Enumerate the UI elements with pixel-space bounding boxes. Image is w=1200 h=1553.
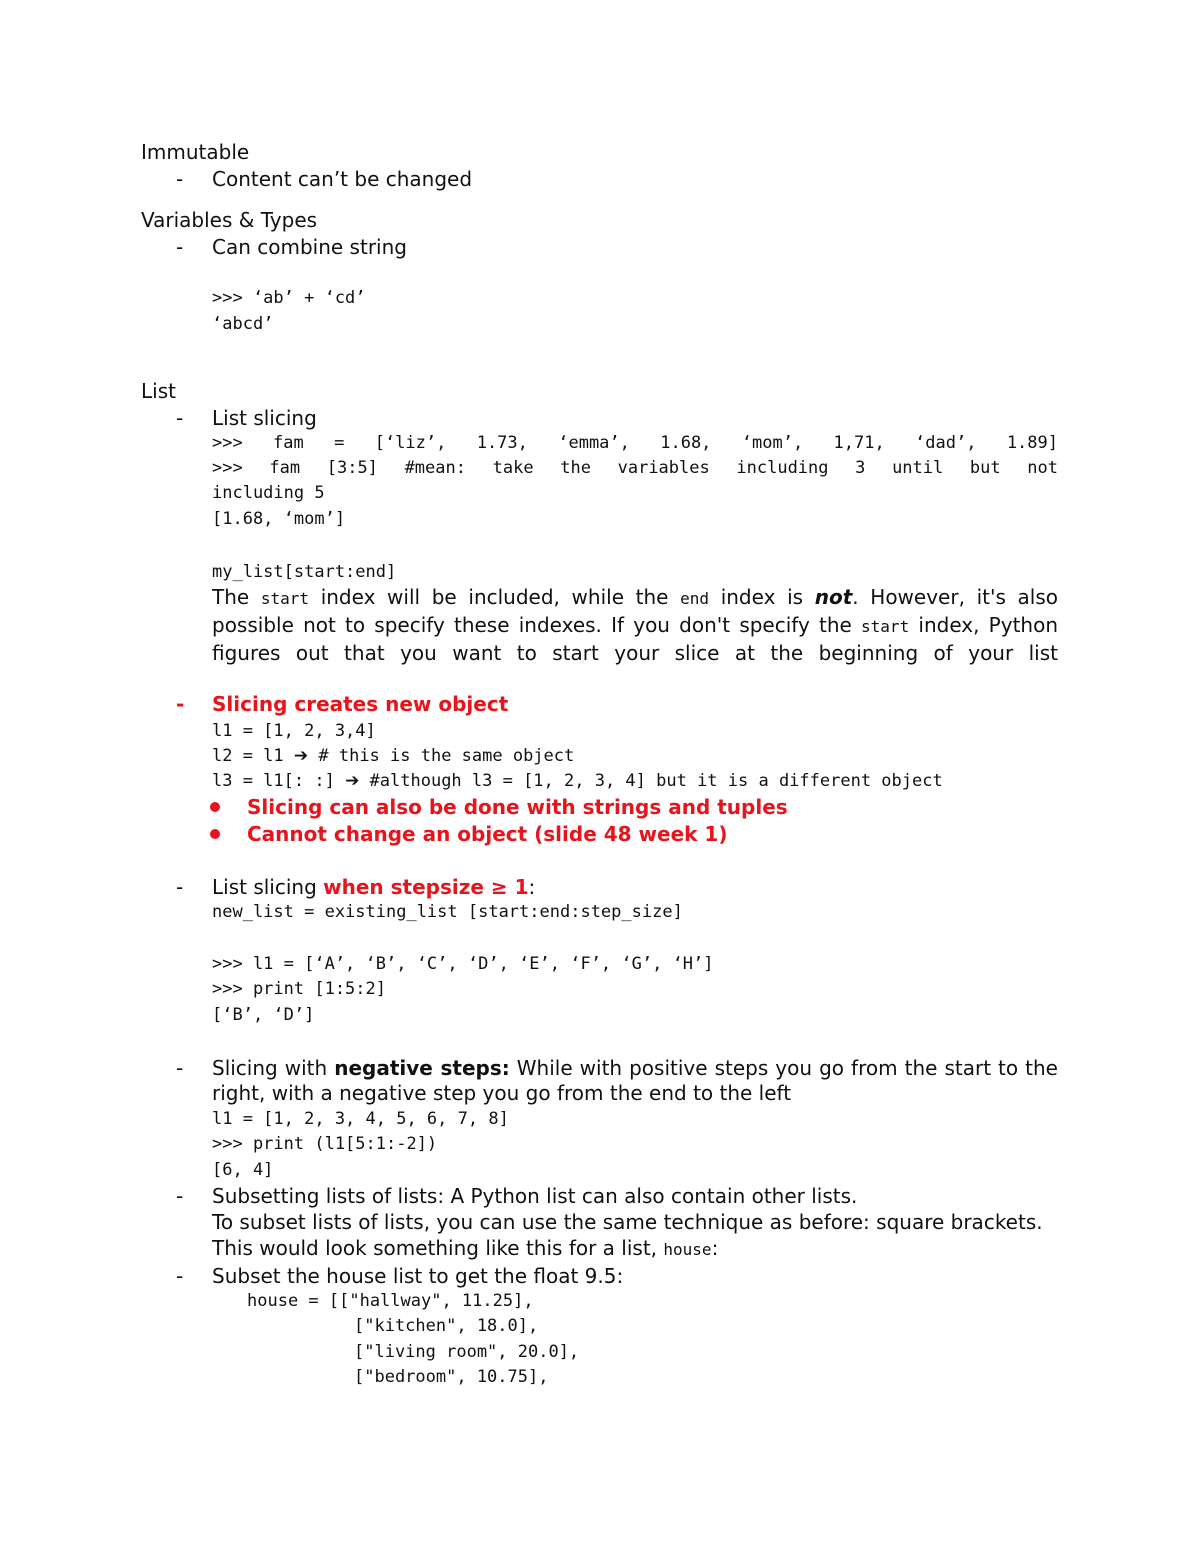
code-line: >>> l1 = [‘A’, ‘B’, ‘C’, ‘D’, ‘E’, ‘F’, ‘G’, ‘H’] — [212, 954, 714, 974]
list-slicing-label: List slicing — [212, 406, 317, 430]
text-line: Subsetting lists of lists: A Python list can also contain other lists. — [212, 1184, 858, 1208]
bold-text: negative steps: — [334, 1056, 510, 1080]
code-line: new_list = existing_list [start:end:step_size] — [212, 902, 683, 922]
code-line: [1.68, ‘mom’] — [212, 509, 346, 529]
bullet-icon — [210, 829, 220, 839]
code-text: #although l3 = [1, 2, 3, 4] but it is a different object — [359, 771, 943, 791]
code-line: l1 = [1, 2, 3,4] — [212, 721, 376, 741]
heading-list: List — [141, 379, 176, 403]
text-run: index, Python figures out that you want to start your slice at the beginning of your list — [212, 613, 1058, 665]
highlight-text: when stepsize ≥ 1 — [323, 875, 529, 899]
code-line: >>> fam = [‘liz’, 1.73, ‘emma’, 1.68, ‘mom’, 1,71, ‘dad’, 1.89] — [212, 433, 1058, 453]
text-line: To subset lists of lists, you can use the same technique as before: square brackets. — [212, 1210, 1043, 1234]
code-line: [6, 4] — [212, 1160, 274, 1180]
text-run: : — [528, 875, 536, 899]
code-line: >>> print [1:5:2] — [212, 979, 386, 999]
inline-code: start — [861, 617, 910, 636]
negative-steps-label — [212, 1055, 1058, 1081]
code-line: ["kitchen", 18.0], — [354, 1316, 539, 1336]
code-text: l2 = l1 — [212, 746, 294, 766]
slicing-explanation-paragraph — [212, 584, 1058, 666]
code-line: >>> fam [3:5] #mean: take the variables including 3 until but not — [212, 458, 1058, 478]
text-run: The — [212, 585, 250, 609]
code-text: # this is the same object — [308, 746, 575, 766]
code-line — [212, 769, 943, 793]
text-run: List slicing — [212, 875, 324, 899]
text-run: Slicing with — [212, 1056, 335, 1080]
dash-marker: - — [176, 167, 184, 191]
code-line: my_list[start:end] — [212, 562, 397, 582]
code-line: >>> print (l1[5:1:-2]) — [212, 1134, 438, 1154]
code-line: house = [["hallway", 11.25], — [247, 1291, 534, 1311]
code-line: l1 = [1, 2, 3, 4, 5, 6, 7, 8] — [212, 1109, 509, 1129]
heading-immutable: Immutable — [141, 140, 250, 164]
code-text: l3 = l1[: :] — [212, 771, 346, 791]
sub-point: Slicing can also be done with strings and tuples — [247, 795, 788, 819]
house-label: Subset the house list to get the float 9.5: — [212, 1264, 624, 1288]
text-line — [212, 1235, 718, 1263]
text-run: index is — [720, 585, 804, 609]
dash-marker: - — [176, 406, 184, 430]
text-run: index will be included, while the — [320, 585, 669, 609]
arrow-icon: ➔ — [345, 771, 360, 791]
dash-marker: - — [176, 1264, 184, 1288]
text-run: This would look something like this for a list, — [212, 1236, 664, 1260]
stepsize-label — [212, 874, 535, 900]
inline-code: start — [260, 589, 310, 608]
text-run: : — [711, 1236, 719, 1260]
heading-variables: Variables & Types — [141, 208, 318, 232]
immutable-point: Content can’t be changed — [212, 167, 473, 191]
code-line: including 5 — [212, 483, 325, 503]
text-line: right, with a negative step you go from the end to the left — [212, 1081, 792, 1105]
dash-marker: - — [176, 875, 184, 899]
code-line: ["living room", 20.0], — [354, 1342, 580, 1362]
bullet-icon — [210, 802, 220, 812]
code-line: >>> ‘ab’ + ‘cd’ — [212, 288, 366, 308]
inline-code: house — [663, 1240, 712, 1259]
emphasis-not: not — [814, 585, 853, 609]
arrow-icon: ➔ — [293, 746, 309, 766]
dash-marker: - — [176, 1056, 184, 1080]
dash-marker: - — [176, 235, 184, 259]
text-run: . However, it's also possible not to specify these indexes. If you don't specify the — [212, 585, 1059, 637]
new-object-heading: Slicing creates new object — [212, 692, 509, 716]
sub-point: Cannot change an object (slide 48 week 1) — [247, 822, 728, 846]
code-line: ["bedroom", 10.75], — [354, 1367, 549, 1387]
variables-point: Can combine string — [212, 235, 407, 259]
code-line: [‘B’, ‘D’] — [212, 1005, 315, 1025]
dash-marker: - — [176, 692, 185, 716]
text-run: While with positive steps you go from the start to the — [509, 1056, 1058, 1080]
inline-code: end — [680, 589, 710, 608]
code-line — [212, 744, 574, 768]
dash-marker: - — [176, 1184, 184, 1208]
code-line: ‘abcd’ — [212, 314, 274, 334]
